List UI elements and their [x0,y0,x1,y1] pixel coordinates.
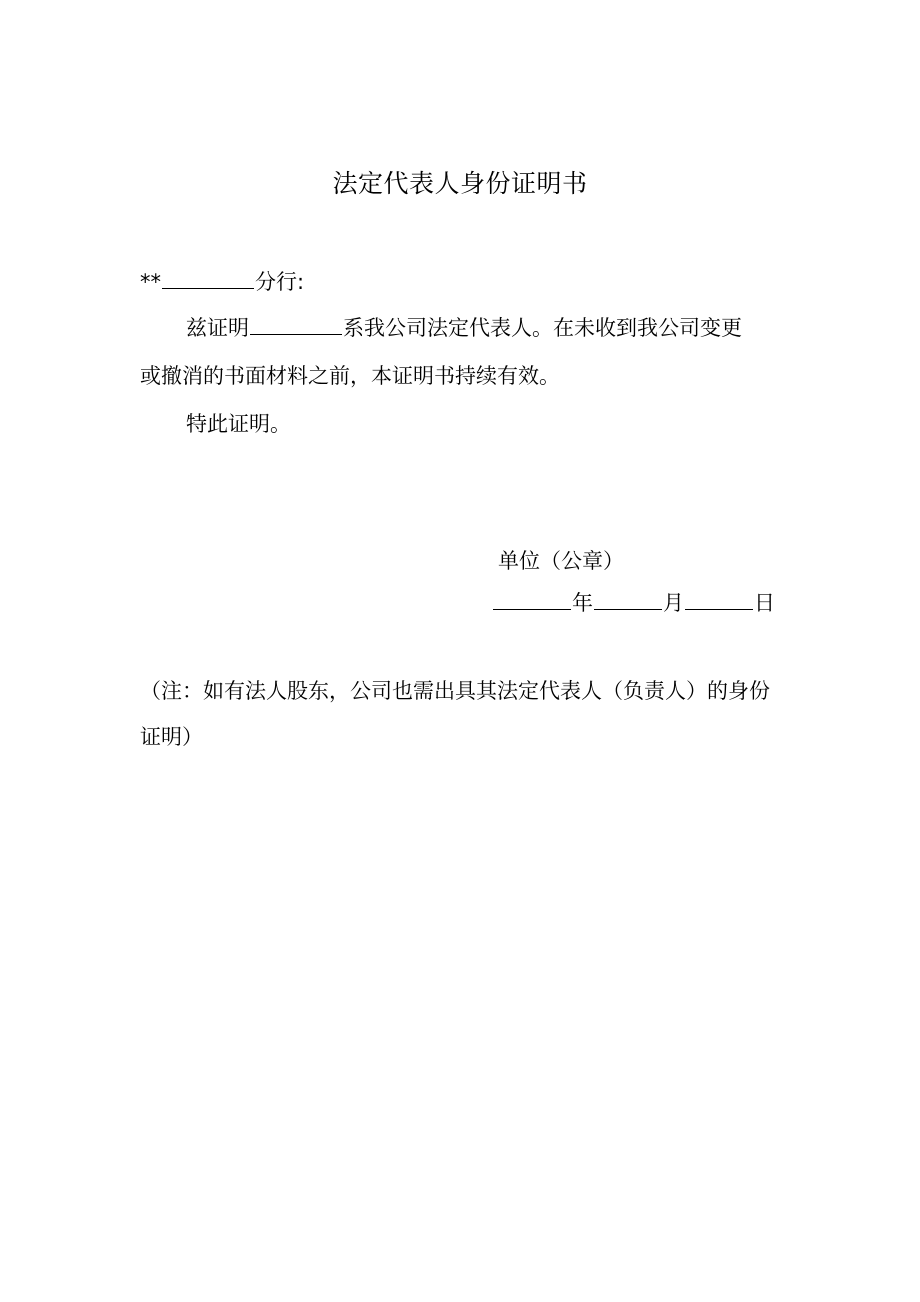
month-blank [594,589,662,610]
note-line-1: （注：如有法人股东，公司也需出具其法定代表人（负责人）的身份 [140,679,770,703]
certification-statement: 系我公司法定代表人。在未收到我公司变更 [343,316,742,340]
day-blank [685,589,753,610]
addressee-prefix: ** [140,270,161,294]
certification-line-2: 或撤消的书面材料之前，本证明书持续有效。 [140,364,560,388]
date-line [492,588,775,618]
year-label: 年 [572,591,593,615]
closing-statement: 特此证明。 [186,412,291,436]
document-title: 法定代表人身份证明书 [332,169,588,198]
note-line-2: 证明） [140,725,203,749]
branch-name-blank [162,268,254,289]
certification-intro: 兹证明 [186,316,249,340]
addressee-line [140,267,304,297]
representative-name-blank [250,314,342,335]
month-label: 月 [663,591,684,615]
certification-line-1 [186,313,742,343]
year-blank [493,589,571,610]
addressee-suffix: 分行: [255,270,305,294]
day-label: 日 [754,591,775,615]
unit-seal-label: 单位（公章） [498,549,624,573]
